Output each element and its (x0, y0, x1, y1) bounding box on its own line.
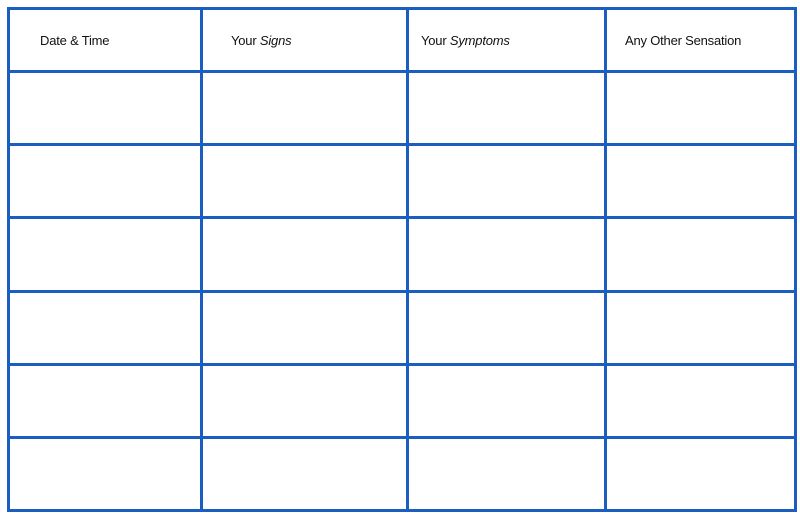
signs-cell[interactable] (202, 364, 408, 437)
header-signs-label: Signs (259, 32, 292, 48)
symptoms-cell[interactable] (408, 145, 606, 218)
table-row (9, 218, 796, 291)
table-header-row (9, 9, 796, 72)
symptoms-cell[interactable] (408, 437, 606, 510)
date-time-cell[interactable] (9, 364, 202, 437)
other-sensation-cell[interactable] (606, 145, 796, 218)
header-signs-prefix: Your (231, 32, 260, 48)
header-symptoms-prefix: Your (421, 32, 450, 48)
date-time-cell[interactable] (9, 145, 202, 218)
table-row (9, 437, 796, 510)
signs-cell[interactable] (202, 218, 408, 291)
symptoms-cell[interactable] (408, 72, 606, 145)
header-symptoms-label: Symptoms (449, 32, 510, 48)
signs-cell[interactable] (202, 145, 408, 218)
table-row (9, 145, 796, 218)
header-cell-symptoms (408, 9, 606, 72)
symptoms-cell[interactable] (408, 218, 606, 291)
signs-cell[interactable] (202, 72, 408, 145)
header-cell-signs (202, 9, 408, 72)
header-cell-date-time (9, 9, 202, 72)
symptoms-cell[interactable] (408, 364, 606, 437)
other-sensation-cell[interactable] (606, 291, 796, 364)
other-sensation-cell[interactable] (606, 437, 796, 510)
symptom-log-table (7, 7, 797, 512)
date-time-cell[interactable] (9, 218, 202, 291)
other-sensation-cell[interactable] (606, 72, 796, 145)
header-date-time-label: Date & Time (40, 32, 110, 48)
signs-cell[interactable] (202, 437, 408, 510)
header-cell-other-sensation (606, 9, 796, 72)
symptoms-cell[interactable] (408, 291, 606, 364)
other-sensation-cell[interactable] (606, 364, 796, 437)
table-row (9, 72, 796, 145)
signs-cell[interactable] (202, 291, 408, 364)
table-row (9, 364, 796, 437)
date-time-cell[interactable] (9, 72, 202, 145)
table-row (9, 291, 796, 364)
header-other-sensation-label: Any Other Sensation (625, 32, 742, 48)
other-sensation-cell[interactable] (606, 218, 796, 291)
date-time-cell[interactable] (9, 291, 202, 364)
date-time-cell[interactable] (9, 437, 202, 510)
